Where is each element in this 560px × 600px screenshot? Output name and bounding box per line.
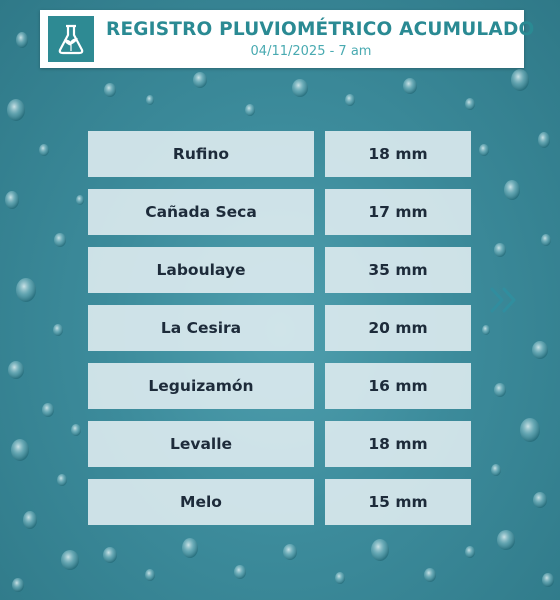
rainfall-value-cell: 18 mm: [325, 131, 471, 177]
location-cell: Laboulaye: [88, 247, 314, 293]
rainfall-value-cell: 17 mm: [325, 189, 471, 235]
location-cell: Cañada Seca: [88, 189, 314, 235]
header-card: [40, 10, 535, 68]
report-date: 04/11/2025 - 7 am: [250, 44, 372, 59]
location-cell: Leguizamón: [88, 363, 314, 409]
location-cell: Melo: [88, 479, 314, 525]
flask-plant-icon: [48, 16, 94, 62]
rainfall-value-cell: 18 mm: [325, 421, 471, 467]
location-cell: La Cesira: [88, 305, 314, 351]
location-cell: Levalle: [88, 421, 314, 467]
rainfall-value-cell: 20 mm: [325, 305, 471, 351]
double-chevron-right-icon: [488, 286, 528, 314]
rainfall-value-cell: 16 mm: [325, 363, 471, 409]
page-title: REGISTRO PLUVIOMÉTRICO ACUMULADO: [106, 19, 535, 40]
rainfall-value-cell: 35 mm: [325, 247, 471, 293]
rainfall-value-cell: 15 mm: [325, 479, 471, 525]
location-cell: Rufino: [88, 131, 314, 177]
